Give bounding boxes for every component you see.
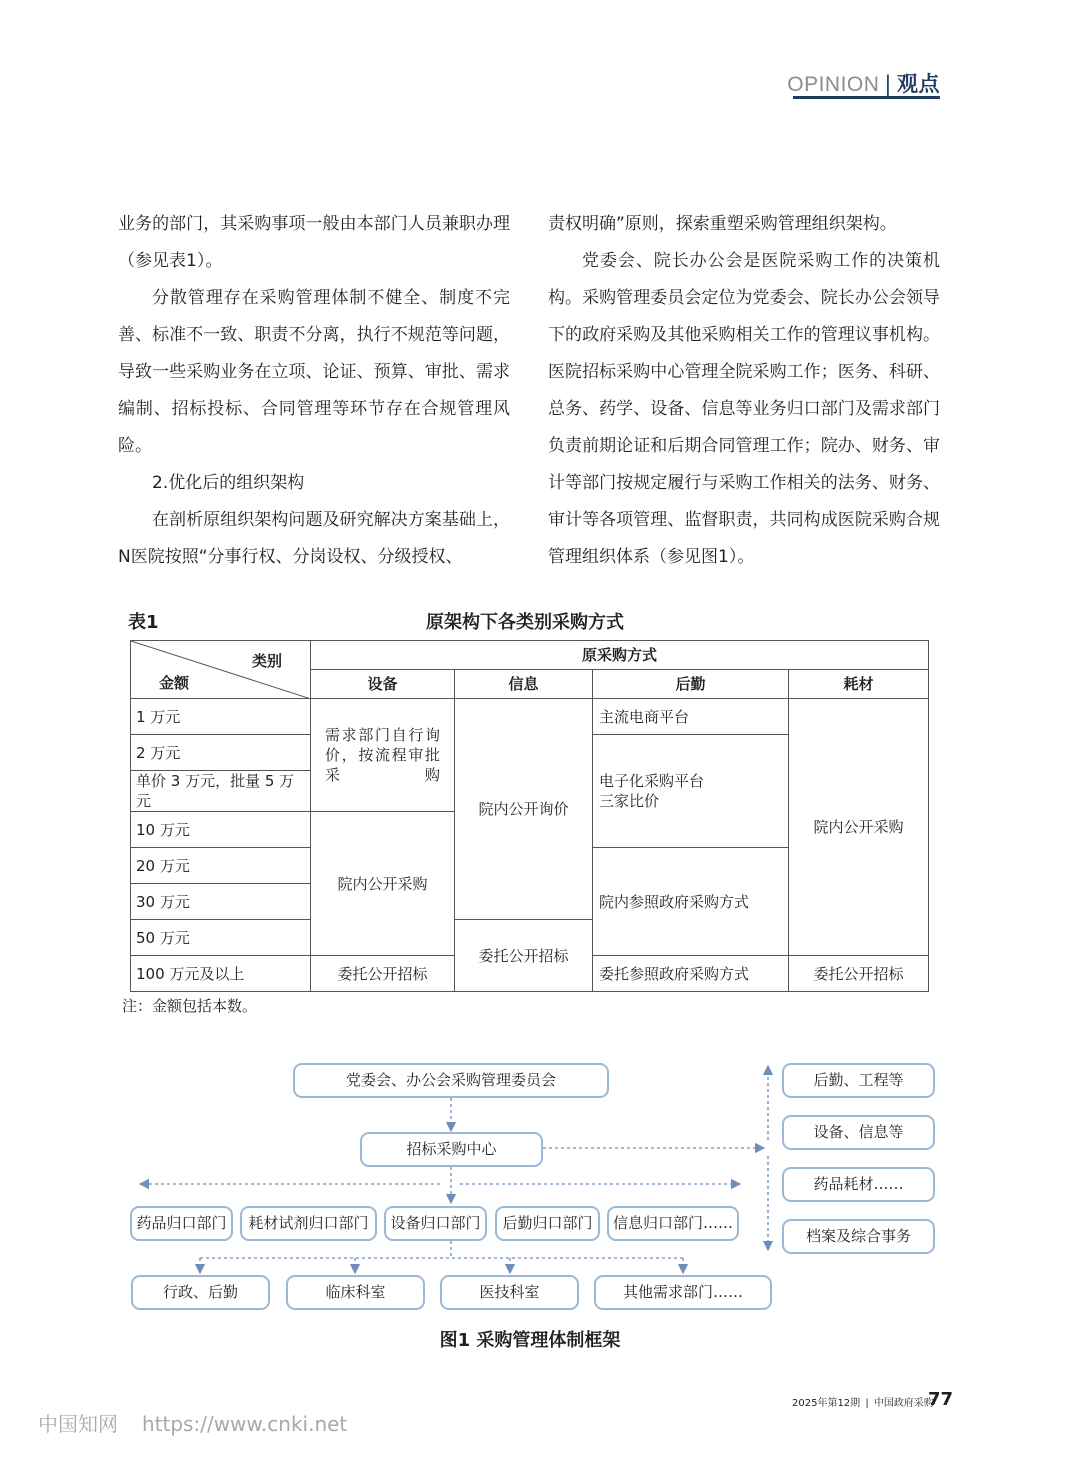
logistics-method-cell: 主流电商平台	[593, 699, 789, 735]
paragraph: 责权明确”原则，探索重塑采购管理组织架构。	[548, 214, 897, 234]
figure-caption: 图1 采购管理体制框架	[439, 1330, 621, 1351]
department-box: 后勤归口部门	[495, 1206, 600, 1241]
side-function-box: 设备、信息等	[782, 1115, 935, 1150]
info-method-cell: 院内公开询价	[455, 699, 593, 920]
page-footer: 2025年第12期 | 中国政府采购	[792, 1398, 934, 1409]
paragraph: 分散管理存在采购管理体制不健全、制度不完善、标准不一致、职责不分离，执行不规范等问题，导致一些采购业务在立项、论证、预算、审批、需求编制、招标投标、合同管理等环节存在合规管理风险。	[118, 288, 510, 456]
paragraph: 党委会、院长办公会是医院采购工作的决策机构。采购管理委员会定位为党委会、院长办公会领导下的政府采购及其他采购相关工作的管理议事机构。医院招标采购中心管理全院采购工作；医务、科研、总务、药学、设备、信息等业务归口部门及需求部门负责前期论证和后期合同管理工作；院办、财务、审计等部门按规定履行与采购工作相关的法务、财务、审计等各项管理、监督职责，共同构成医院采购合规管理组织体系（参见图1）。	[548, 251, 940, 567]
demand-unit-box: 其他需求部门……	[594, 1275, 772, 1310]
consumables-method-cell: 院内公开采购	[789, 699, 929, 956]
column-header: 信息	[455, 670, 593, 699]
logistics-method-cell: 院内参照政府采购方式	[593, 848, 789, 956]
column-header: 耗材	[789, 670, 929, 699]
watermark-site: 中国知网	[38, 1412, 118, 1436]
department-box: 耗材试剂归口部门	[240, 1206, 377, 1241]
department-box: 设备归口部门	[384, 1206, 487, 1241]
amount-cell: 50 万元	[131, 920, 311, 956]
demand-unit-box: 医技科室	[440, 1275, 579, 1310]
equipment-method-cell: 委托公开招标	[311, 956, 455, 992]
committee-box: 党委会、办公会采购管理委员会	[293, 1063, 609, 1098]
amount-cell: 30 万元	[131, 884, 311, 920]
paragraph: 在剖析原组织架构问题及研究解决方案基础上，N医院按照“分事行权、分岗设权、分级授权、	[118, 510, 510, 567]
logistics-method-cell: 电子化采购平台三家比价	[593, 735, 789, 848]
logistics-method-cell: 委托参照政府采购方式	[593, 956, 789, 992]
header-separator: |	[884, 72, 892, 96]
amount-cell: 2 万元	[131, 735, 311, 771]
equipment-method-cell: 需求部门自行询价，按流程审批采购	[311, 699, 455, 812]
amount-cell: 单价 3 万元，批量 5 万元	[131, 771, 311, 812]
page-number: 77	[928, 1389, 954, 1410]
department-box: 信息归口部门……	[607, 1206, 739, 1241]
table-note: 注：金额包括本数。	[122, 997, 258, 1015]
procurement-center-box: 招标采购中心	[360, 1132, 543, 1167]
paragraph: 业务的部门，其采购事项一般由本部门人员兼职办理（参见表1）。	[118, 214, 510, 271]
table-title: 原架构下各类别采购方式	[426, 612, 624, 633]
equipment-method-cell: 院内公开采购	[311, 812, 455, 956]
amount-cell: 10 万元	[131, 812, 311, 848]
info-method-cell: 委托公开招标	[455, 920, 593, 992]
corner-label-amount: 金额	[159, 674, 190, 692]
side-function-box: 后勤、工程等	[782, 1063, 935, 1098]
corner-label-category: 类别	[251, 652, 282, 670]
group-header: 原采购方式	[311, 641, 929, 670]
demand-unit-box: 临床科室	[286, 1275, 425, 1310]
issue-label: 2025年第12期	[792, 1398, 861, 1409]
amount-cell: 100 万元及以上	[131, 956, 311, 992]
section-label-en: OPINION	[787, 73, 880, 96]
section-label-cn: 观点	[897, 72, 940, 96]
amount-cell: 1 万元	[131, 699, 311, 735]
amount-cell: 20 万元	[131, 848, 311, 884]
consumables-method-cell: 委托公开招标	[789, 956, 929, 992]
demand-unit-box: 行政、后勤	[131, 1275, 270, 1310]
table-number: 表1	[128, 612, 159, 633]
magazine-name: 中国政府采购	[873, 1398, 934, 1409]
watermark-url[interactable]: https://www.cnki.net	[142, 1412, 348, 1436]
column-header: 设备	[311, 670, 455, 699]
side-function-box: 药品耗材……	[782, 1167, 935, 1202]
department-box: 药品归口部门	[130, 1206, 233, 1241]
subheading: 2.优化后的组织架构	[152, 473, 305, 493]
watermark	[38, 1408, 347, 1437]
column-header: 后勤	[593, 670, 789, 699]
side-function-box: 档案及综合事务	[782, 1219, 935, 1254]
